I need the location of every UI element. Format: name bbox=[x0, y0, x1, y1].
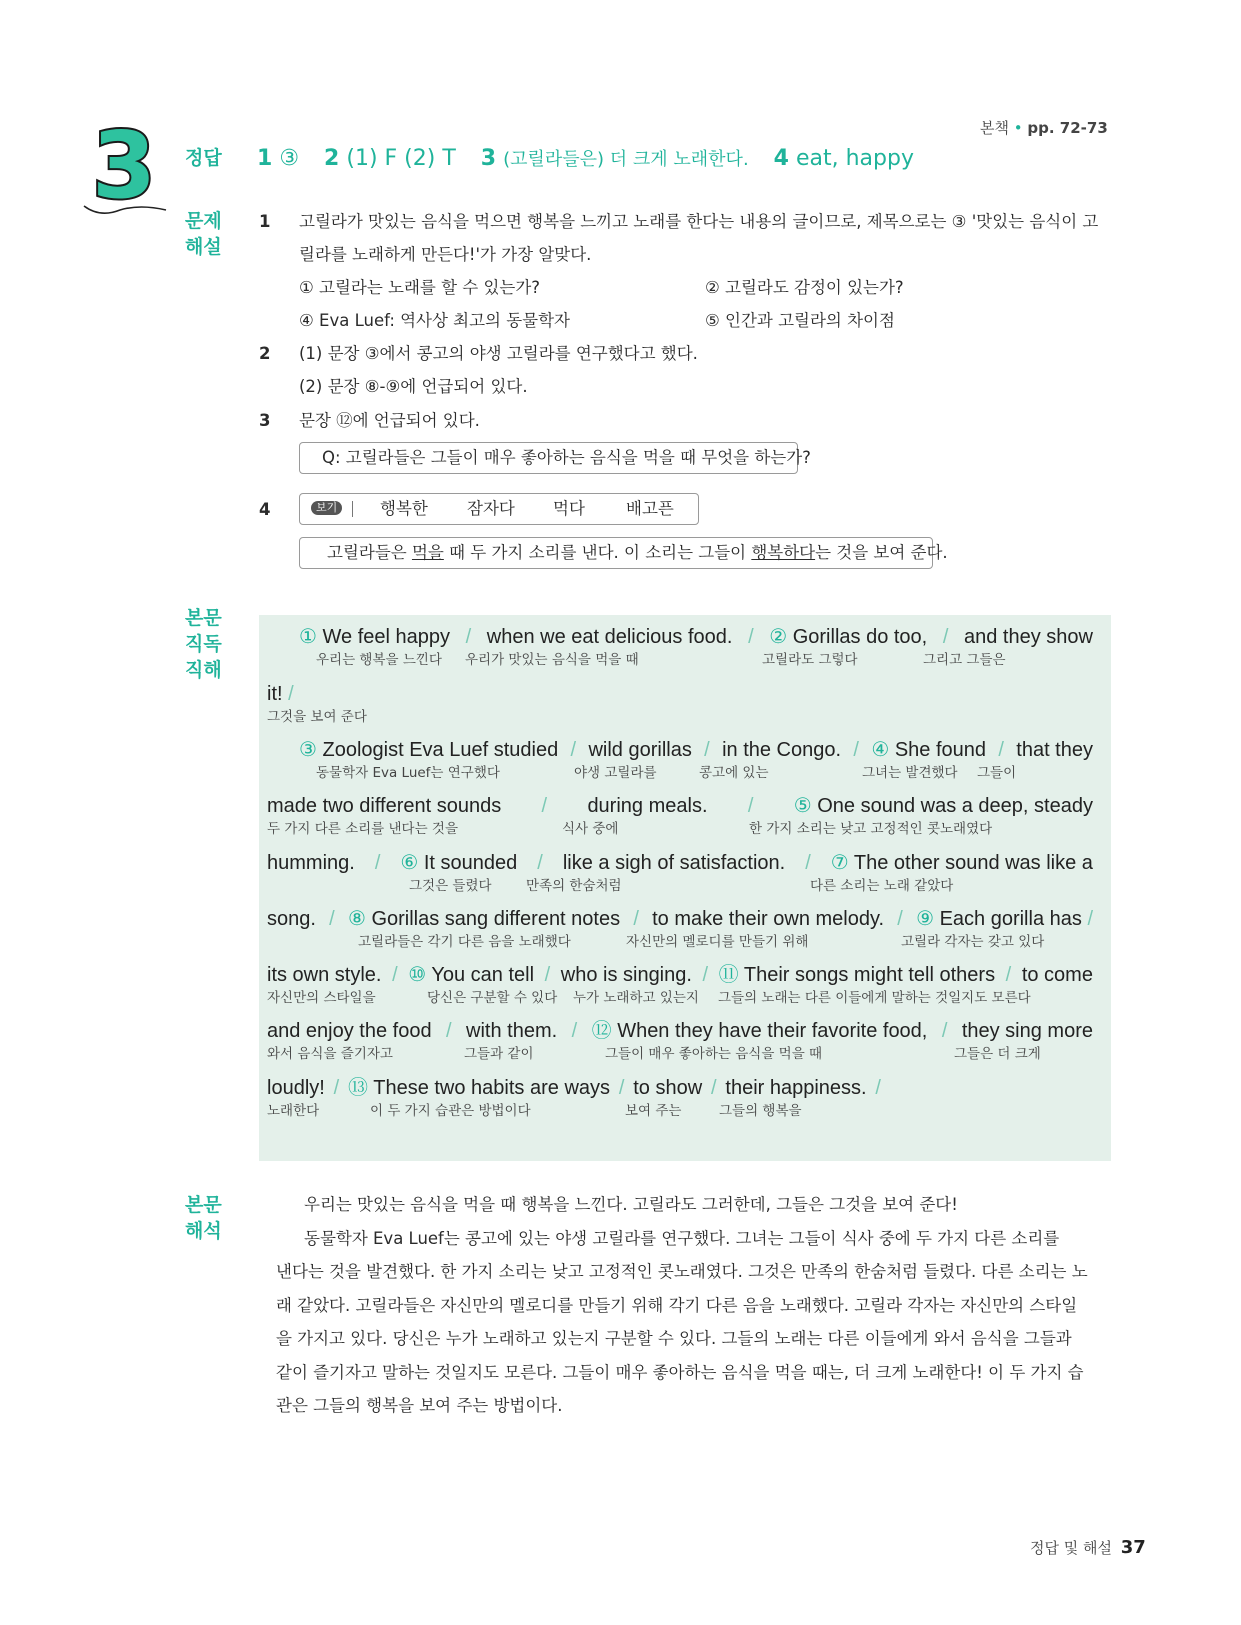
ko-gloss: 그들은 더 크게 bbox=[954, 1046, 1041, 1062]
phrase-text: The other sound was like a bbox=[853, 852, 1093, 874]
q2-line1: (1) 문장 ③에서 콩고의 야생 고릴라를 연구했다고 했다. bbox=[299, 344, 698, 363]
en-line: song. / ⑧ Gorillas sang different notes / to make their own melody. / ⑨ Each gorilla has / bbox=[267, 908, 1093, 930]
phrase bbox=[962, 1019, 1093, 1043]
phrase-text: You can tell bbox=[431, 964, 535, 986]
word-option: 행복한 bbox=[380, 499, 428, 518]
q1-option-2: ② 고릴라도 감정이 있는가? bbox=[705, 278, 904, 297]
en-line: loudly! / ⑬ These two habits are ways / to show / their happiness. / bbox=[267, 1077, 881, 1099]
answers-label: 정답 bbox=[185, 147, 222, 169]
q2-line2: (2) 문장 ⑧-⑨에 언급되어 있다. bbox=[299, 377, 528, 396]
q4-word-box bbox=[299, 493, 699, 525]
sentence-number: ① bbox=[299, 626, 317, 648]
direct-reading-label-line2: 직독 bbox=[185, 633, 222, 655]
phrase-text: One sound was a deep, steady bbox=[817, 795, 1093, 817]
sentence-number: ⑧ bbox=[347, 908, 366, 930]
phrase bbox=[1016, 738, 1093, 762]
answer-4-number: 4 bbox=[773, 146, 789, 171]
phrase bbox=[831, 851, 1093, 875]
sentence-number: ⑪ bbox=[718, 964, 739, 986]
phrase bbox=[408, 963, 534, 987]
ko-gloss: 자신만의 스타일을 bbox=[267, 990, 376, 1006]
phrase-text: it! bbox=[267, 683, 283, 705]
translation-label-line2: 해석 bbox=[185, 1220, 222, 1242]
explanation-label bbox=[185, 208, 222, 260]
phrase bbox=[267, 1076, 325, 1100]
footer-label: 정답 및 해설 bbox=[1030, 1539, 1112, 1557]
q2-number: 2 bbox=[259, 344, 271, 363]
phrase-text: in the Congo. bbox=[722, 739, 842, 761]
phrase bbox=[964, 625, 1093, 649]
phrase bbox=[348, 1076, 610, 1100]
answers-row bbox=[257, 144, 914, 175]
book-label: 본책 bbox=[980, 119, 1009, 137]
answer-3-number: 3 bbox=[480, 146, 497, 171]
translation-paragraph-2-line: 을 가지고 있다. 당신은 누가 노래하고 있는지 구분할 수 있다. 그들의 노래는 다른 이들에게 와서 음식을 그들과 bbox=[276, 1329, 1072, 1348]
ko-gloss: 만족의 한숨처럼 bbox=[526, 878, 622, 894]
ko-gloss: 와서 음식을 즐기자고 bbox=[267, 1046, 393, 1062]
ko-gloss: 동물학자 Eva Luef는 연구했다 bbox=[316, 765, 500, 781]
translation-paragraph-2-line: 동물학자 Eva Luef는 콩고에 있는 야생 고릴라를 연구했다. 그녀는 그들이 식사 중에 두 가지 다른 소리를 bbox=[304, 1228, 1060, 1248]
ko-gloss: 콩고에 있는 bbox=[699, 765, 769, 781]
unit-underline-decoration bbox=[80, 198, 170, 222]
bogi-divider bbox=[352, 501, 353, 517]
phrase-text: to come bbox=[1021, 964, 1093, 986]
phrase: ⑨ Each gorilla has / bbox=[916, 908, 1093, 930]
ko-gloss: 그녀는 발견했다 bbox=[862, 765, 958, 781]
translation-paragraph-1: 우리는 맛있는 음식을 먹을 때 행복을 느낀다. 고릴라도 그러한데, 그들은 그것을 보여 준다! bbox=[304, 1195, 958, 1214]
q1-line1: 고릴라가 맛있는 음식을 먹으면 행복을 느끼고 노래를 한다는 내용의 글이므로, 제목으로는 ③ '맛있는 음식이 고 bbox=[299, 212, 1099, 231]
ko-gloss: 이 두 가지 습관은 방법이다 bbox=[370, 1103, 531, 1119]
unit-number: 3 bbox=[92, 112, 157, 219]
ko-gloss: 우리는 행복을 느낀다 bbox=[316, 652, 442, 668]
phrase bbox=[592, 1019, 928, 1043]
phrase bbox=[633, 1076, 702, 1100]
ko-gloss: 고릴라 각자는 갖고 있다 bbox=[901, 934, 1045, 950]
phrase-text: song. bbox=[267, 908, 316, 930]
page-range: pp. 72-73 bbox=[1027, 119, 1108, 137]
phrase-text: to make their own melody. bbox=[652, 908, 885, 930]
en-line: ① We feel happy / when we eat delicious food. / ② Gorillas do too, / and they show bbox=[299, 626, 1093, 648]
translation-paragraph-2-line: 낸다는 것을 발견했다. 한 가지 소리는 낮고 고정적인 콧노래였다. 그것은 만족의 한숨처럼 들렸다. 다른 소리는 노 bbox=[276, 1262, 1088, 1281]
ko-gloss: 당신은 구분할 수 있다 bbox=[427, 990, 558, 1006]
phrase bbox=[299, 738, 558, 762]
word-option: 배고픈 bbox=[626, 499, 674, 518]
phrase bbox=[725, 1076, 866, 1100]
phrase bbox=[652, 907, 884, 931]
phrase-text: that they bbox=[1016, 739, 1093, 761]
ko-gloss: 자신만의 멜로디를 만들기 위해 bbox=[626, 934, 809, 950]
translation-paragraph-2-line: 관은 그들의 행복을 보여 주는 방법이다. bbox=[276, 1396, 563, 1415]
q4-answer-sentence bbox=[327, 543, 948, 563]
phrase-text: they sing more bbox=[961, 1020, 1093, 1042]
phrase-text: Gorillas do too, bbox=[792, 626, 928, 648]
phrase-text: loudly! bbox=[267, 1077, 325, 1099]
en-line: its own style. / ⑩ You can tell / who is singing. / ⑪ Their songs might tell others / to come bbox=[267, 964, 1093, 986]
ko-gloss: 야생 고릴라를 bbox=[574, 765, 657, 781]
sentence-number: ⑥ bbox=[400, 852, 419, 874]
ko-gloss: 고릴라들은 각기 다른 음을 노래했다 bbox=[358, 934, 571, 950]
ko-gloss: 식사 중에 bbox=[562, 821, 619, 837]
phrase bbox=[871, 738, 986, 762]
ko-gloss: 그것은 들렸다 bbox=[409, 878, 492, 894]
answer-2-number: 2 bbox=[324, 146, 340, 171]
phrase bbox=[769, 625, 927, 649]
ko-gloss: 그들과 같이 bbox=[464, 1046, 534, 1062]
q3-question-box bbox=[299, 442, 811, 474]
phrase-text: during meals. bbox=[587, 795, 708, 817]
word-option: 먹다 bbox=[553, 499, 585, 518]
phrase bbox=[267, 851, 355, 875]
phrase bbox=[299, 625, 450, 649]
ko-gloss: 우리가 맛있는 음식을 먹을 때 bbox=[465, 652, 639, 668]
q4-sentence-part: 는 것을 보여 준다. bbox=[815, 543, 948, 562]
phrase-text: its own style. bbox=[267, 964, 382, 986]
sentence-number: ⑩ bbox=[408, 964, 427, 986]
phrase bbox=[267, 1019, 432, 1043]
phrase bbox=[267, 963, 381, 987]
en-line: humming. / ⑥ It sounded / like a sigh of satisfaction. / ⑦ The other sound was like a bbox=[267, 852, 1093, 874]
answer-3: (고릴라들은) 더 크게 노래한다. bbox=[503, 149, 749, 170]
en-line: made two different sounds / during meals. / ⑤ One sound was a deep, steady bbox=[267, 795, 1093, 817]
phrase bbox=[487, 625, 733, 649]
ko-gloss: 그들의 행복을 bbox=[719, 1103, 802, 1119]
phrase-text: like a sigh of satisfaction. bbox=[562, 852, 786, 874]
q3-line1: 문장 ⑫에 언급되어 있다. bbox=[299, 411, 480, 430]
phrase bbox=[400, 851, 517, 875]
phrase-text: Zoologist Eva Luef studied bbox=[322, 739, 559, 761]
phrase bbox=[563, 851, 785, 875]
answer-2: (1) F (2) T bbox=[346, 146, 456, 171]
q4-sentence-part: 고릴라들은 bbox=[327, 543, 412, 562]
phrase-text: and they show bbox=[963, 626, 1093, 648]
ko-gloss: 보여 주는 bbox=[625, 1103, 682, 1119]
phrase-text: made two different sounds bbox=[267, 795, 502, 817]
phrase bbox=[794, 794, 1093, 818]
sentence-number: ② bbox=[769, 626, 788, 648]
phrase-text: Their songs might tell others bbox=[743, 964, 996, 986]
q1-option-5: ⑤ 인간과 고릴라의 차이점 bbox=[705, 311, 895, 330]
sentence-number: ④ bbox=[871, 739, 890, 761]
translation-label-line1: 본문 bbox=[185, 1194, 222, 1216]
q4-answer-box bbox=[299, 537, 948, 569]
footer bbox=[1030, 1537, 1146, 1558]
sentence-number: ⑬ bbox=[348, 1077, 369, 1099]
en-line: and enjoy the food / with them. / ⑫ When they have their favorite food, / they sing more bbox=[267, 1020, 1093, 1042]
sentence-number: ⑨ bbox=[916, 908, 934, 930]
q4-sentence-part: 때 두 가지 소리를 낸다. 이 소리는 그들이 bbox=[443, 543, 752, 562]
phrase-text: to show bbox=[633, 1077, 703, 1099]
bogi-badge: 보기 bbox=[311, 501, 342, 515]
q1-option-4: ④ Eva Luef: 역사상 최고의 동물학자 bbox=[299, 311, 570, 330]
phrase bbox=[1022, 963, 1093, 987]
sentence-number: ⑦ bbox=[830, 852, 849, 874]
q1-number: 1 bbox=[259, 212, 271, 231]
sentence-number: ⑫ bbox=[591, 1020, 612, 1042]
answer-1: ③ bbox=[279, 146, 300, 171]
direct-reading-label bbox=[185, 605, 222, 683]
phrase-text: We feel happy bbox=[322, 626, 450, 648]
ko-gloss: 누가 노래하고 있는지 bbox=[573, 990, 699, 1006]
phrase bbox=[587, 794, 707, 818]
en-line: it! / bbox=[267, 683, 294, 705]
ko-gloss: 그들이 매우 좋아하는 음식을 먹을 때 bbox=[605, 1046, 823, 1062]
ko-gloss: 고릴라도 그렇다 bbox=[762, 652, 858, 668]
ko-gloss: 다른 소리는 노래 같았다 bbox=[810, 878, 954, 894]
page-number: 37 bbox=[1120, 1537, 1146, 1558]
direct-reading-label-line3: 직해 bbox=[185, 659, 222, 681]
q3-question-text: Q: 고릴라들은 그들이 매우 좋아하는 음식을 먹을 때 무엇을 하는가? bbox=[322, 448, 811, 467]
phrase bbox=[719, 963, 995, 987]
ko-gloss: 그들이 bbox=[977, 765, 1017, 781]
translation-paragraph-2-line: 래 같았다. 고릴라들은 자신만의 멜로디를 만들기 위해 각기 다른 음을 노래했다. 고릴라 각자는 자신만의 스타일 bbox=[276, 1295, 1078, 1315]
q4-number: 4 bbox=[259, 500, 271, 519]
phrase bbox=[722, 738, 841, 762]
phrase bbox=[348, 907, 620, 931]
explanation-label-line1: 문제 bbox=[185, 210, 222, 232]
ko-gloss: 노래한다 bbox=[267, 1103, 320, 1119]
phrase-text: who is singing. bbox=[560, 964, 692, 986]
en-line: ③ Zoologist Eva Luef studied / wild gorillas / in the Congo. / ④ She found / that they bbox=[299, 739, 1093, 761]
ko-gloss: 그리고 그들은 bbox=[923, 652, 1006, 668]
phrase-text: humming. bbox=[267, 852, 355, 874]
ko-gloss: 그것을 보여 준다 bbox=[267, 709, 367, 725]
explanation-label-line2: 해설 bbox=[185, 236, 222, 258]
page-reference: 본책 • pp. 72-73 bbox=[980, 119, 1108, 137]
phrase bbox=[588, 738, 691, 762]
phrase-text: their happiness. bbox=[725, 1077, 867, 1099]
answer-1-number: 1 bbox=[257, 146, 273, 171]
phrase-text: and enjoy the food bbox=[267, 1020, 432, 1042]
ko-gloss: 그들의 노래는 다른 이들에게 말하는 것일지도 모른다 bbox=[718, 990, 1031, 1006]
phrase-text: These two habits are ways bbox=[373, 1077, 611, 1099]
word-option: 잠자다 bbox=[467, 499, 515, 518]
phrase-text: with them. bbox=[466, 1020, 558, 1042]
phrase-text: She found bbox=[894, 739, 987, 761]
sentence-number: ⑤ bbox=[793, 795, 812, 817]
phrase-text: wild gorillas bbox=[588, 739, 692, 761]
phrase-text: When they have their favorite food, bbox=[617, 1020, 928, 1042]
q3-number: 3 bbox=[259, 411, 271, 430]
ko-gloss: 두 가지 다른 소리를 낸다는 것을 bbox=[267, 821, 458, 837]
phrase bbox=[561, 963, 692, 987]
translation-label bbox=[185, 1192, 222, 1244]
phrase-text: Each gorilla has bbox=[939, 908, 1082, 930]
sentence-number: ③ bbox=[299, 739, 317, 761]
q1-option-1: ① 고릴라는 노래를 할 수 있는가? bbox=[299, 278, 541, 297]
phrase bbox=[267, 907, 316, 931]
translation-paragraph-2-line: 같이 즐기자고 말하는 것일지도 모른다. 그들이 매우 좋아하는 음식을 먹을 때는, 더 크게 노래한다! 이 두 가지 습 bbox=[276, 1362, 1084, 1382]
phrase-text: It sounded bbox=[423, 852, 518, 874]
answer-4: eat, happy bbox=[795, 146, 914, 171]
q4-blank-answer-happy: 행복하다 bbox=[751, 543, 816, 562]
translation-body bbox=[276, 1188, 1116, 1423]
phrase bbox=[466, 1019, 557, 1043]
q1-line2: 릴라를 노래하게 만든다!'가 가장 알맞다. bbox=[299, 245, 592, 264]
phrase bbox=[267, 794, 501, 818]
q4-blank-answer-eat: 먹을 bbox=[411, 543, 444, 562]
direct-reading-panel bbox=[259, 615, 1111, 1161]
ko-gloss: 한 가지 소리는 낮고 고정적인 콧노래였다 bbox=[749, 821, 993, 837]
phrase-text: when we eat delicious food. bbox=[486, 626, 733, 648]
direct-reading-label-line1: 본문 bbox=[185, 607, 222, 629]
phrase-text: Gorillas sang different notes bbox=[371, 908, 621, 930]
